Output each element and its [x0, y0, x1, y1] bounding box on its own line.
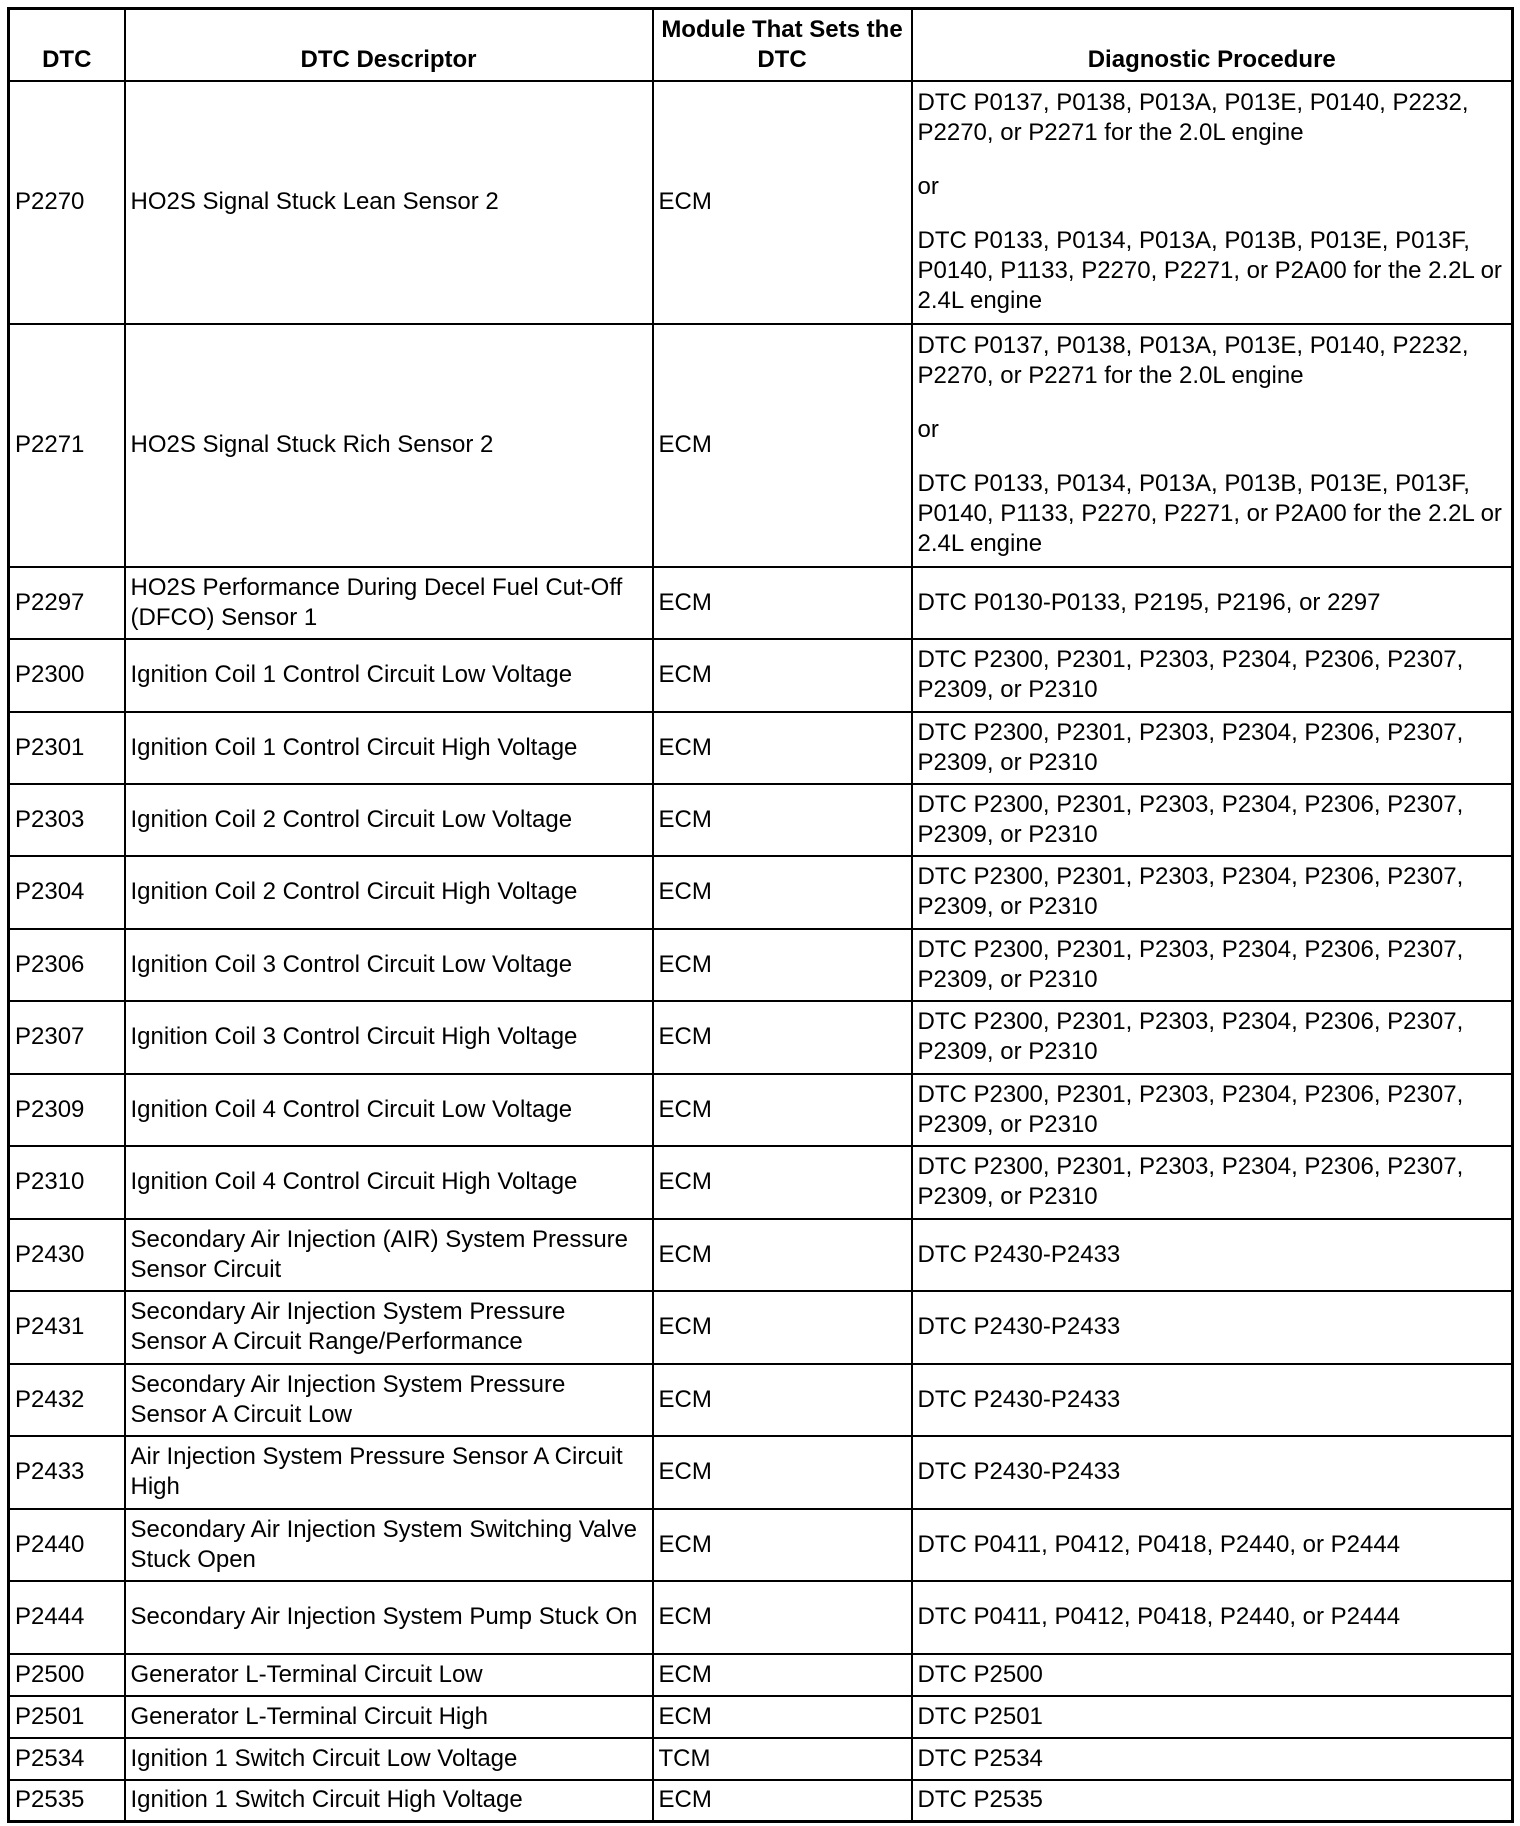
procedure-text: DTC P2300, P2301, P2303, P2304, P2306, P2307, P2309, or P2310	[917, 646, 1464, 703]
procedure-text: DTC P2300, P2301, P2303, P2304, P2306, P2307, P2309, or P2310	[917, 1153, 1464, 1210]
paragraph-gap	[918, 202, 1507, 226]
descriptor-cell: Ignition Coil 1 Control Circuit Low Voltage	[125, 639, 653, 712]
procedure-text: DTC P2300, P2301, P2303, P2304, P2306, P2307, P2309, or P2310	[917, 1008, 1464, 1065]
table-row	[9, 1581, 1513, 1654]
descriptor-cell: Ignition Coil 3 Control Circuit Low Voltage	[125, 929, 653, 1001]
table-row	[9, 1364, 1513, 1436]
module-cell: ECM	[653, 1146, 912, 1219]
procedure-cell	[912, 1219, 1513, 1291]
descriptor-cell: Ignition Coil 2 Control Circuit Low Voltage	[125, 784, 653, 856]
procedure-text: DTC P0130-P0133, P2195, P2196, or 2297	[917, 588, 1381, 616]
table-row	[9, 856, 1513, 929]
module-cell: ECM	[653, 1654, 912, 1696]
table-row	[9, 81, 1513, 324]
procedure-cell	[912, 784, 1513, 856]
procedure-cell	[912, 1654, 1513, 1696]
procedure-text: DTC P0133, P0134, P013A, P013B, P013E, P013F, P0140, P1133, P2270, P2271, or P2A00 for the 2.2L or 2.4L engine	[917, 470, 1502, 557]
descriptor-cell: Ignition Coil 2 Control Circuit High Voltage	[125, 856, 653, 929]
procedure-text: DTC P0133, P0134, P013A, P013B, P013E, P013F, P0140, P1133, P2270, P2271, or P2A00 for the 2.2L or 2.4L engine	[917, 227, 1502, 314]
header-dtc: DTC	[9, 9, 125, 81]
descriptor-cell: Air Injection System Pressure Sensor A Circuit High	[125, 1436, 653, 1509]
header-module: Module That Sets the DTC	[653, 9, 912, 81]
procedure-text: DTC P0411, P0412, P0418, P2440, or P2444	[917, 1603, 1401, 1630]
module-cell: ECM	[653, 1364, 912, 1436]
table-row	[9, 1001, 1513, 1074]
procedure-cell	[912, 929, 1513, 1001]
dtc-code-cell: P2307	[9, 1001, 125, 1074]
dtc-code-cell: P2306	[9, 929, 125, 1001]
procedure-text: DTC P2300, P2301, P2303, P2304, P2306, P2307, P2309, or P2310	[917, 718, 1464, 776]
procedure-cell	[912, 1581, 1513, 1654]
module-cell: ECM	[653, 1696, 912, 1738]
procedure-text: or	[917, 416, 939, 443]
dtc-code-cell: P2301	[9, 712, 125, 784]
procedure-cell	[912, 1509, 1513, 1581]
dtc-code-cell: P2304	[9, 856, 125, 929]
descriptor-cell: HO2S Performance During Decel Fuel Cut-Off (DFCO) Sensor 1	[125, 567, 653, 639]
procedure-cell	[912, 1074, 1513, 1146]
procedure-text: or	[917, 173, 939, 200]
module-cell: ECM	[653, 567, 912, 639]
module-cell: ECM	[653, 856, 912, 929]
paragraph-gap	[918, 391, 1507, 415]
dtc-table	[7, 7, 1514, 1823]
dtc-code-cell: P2303	[9, 784, 125, 856]
table-row	[9, 324, 1513, 567]
table-row	[9, 1219, 1513, 1291]
procedure-text: DTC P0137, P0138, P013A, P013E, P0140, P2232, P2270, or P2271 for the 2.0L engine	[917, 332, 1469, 389]
dtc-code-cell: P2500	[9, 1654, 125, 1696]
descriptor-cell: Generator L-Terminal Circuit Low	[125, 1654, 653, 1696]
dtc-code-cell: P2300	[9, 639, 125, 712]
descriptor-cell: Secondary Air Injection System Pressure Sensor A Circuit Range/Performance	[125, 1291, 653, 1364]
module-cell: ECM	[653, 639, 912, 712]
table-row	[9, 1780, 1513, 1822]
procedure-cell	[912, 324, 1513, 567]
procedure-cell	[912, 1738, 1513, 1780]
descriptor-cell: Generator L-Terminal Circuit High	[125, 1696, 653, 1738]
procedure-text: DTC P0411, P0412, P0418, P2440, or P2444	[917, 1530, 1401, 1558]
table-row	[9, 1509, 1513, 1581]
table-row	[9, 567, 1513, 639]
dtc-code-cell: P2271	[9, 324, 125, 567]
module-cell: ECM	[653, 324, 912, 567]
dtc-code-cell: P2309	[9, 1074, 125, 1146]
module-cell: ECM	[653, 1780, 912, 1822]
procedure-cell	[912, 1364, 1513, 1436]
procedure-cell	[912, 639, 1513, 712]
header-procedure: Diagnostic Procedure	[912, 9, 1513, 81]
descriptor-cell: HO2S Signal Stuck Rich Sensor 2	[125, 324, 653, 567]
descriptor-cell: Secondary Air Injection (AIR) System Pressure Sensor Circuit	[125, 1219, 653, 1291]
procedure-cell	[912, 712, 1513, 784]
descriptor-cell: Ignition Coil 1 Control Circuit High Voltage	[125, 712, 653, 784]
procedure-text: DTC P0137, P0138, P013A, P013E, P0140, P2232, P2270, or P2271 for the 2.0L engine	[917, 89, 1469, 146]
procedure-text: DTC P2430-P2433	[917, 1313, 1121, 1340]
procedure-cell	[912, 1146, 1513, 1219]
dtc-code-cell: P2535	[9, 1780, 125, 1822]
header-descriptor: DTC Descriptor	[125, 9, 653, 81]
procedure-cell	[912, 1291, 1513, 1364]
paragraph-gap	[918, 148, 1507, 172]
procedure-text: DTC P2300, P2301, P2303, P2304, P2306, P2307, P2309, or P2310	[917, 1080, 1464, 1138]
dtc-code-cell: P2430	[9, 1219, 125, 1291]
dtc-code-cell: P2431	[9, 1291, 125, 1364]
module-cell: TCM	[653, 1738, 912, 1780]
procedure-cell	[912, 1436, 1513, 1509]
module-cell: ECM	[653, 712, 912, 784]
procedure-text: DTC P2430-P2433	[917, 1458, 1121, 1485]
descriptor-cell: HO2S Signal Stuck Lean Sensor 2	[125, 81, 653, 324]
descriptor-cell: Ignition 1 Switch Circuit Low Voltage	[125, 1738, 653, 1780]
module-cell: ECM	[653, 929, 912, 1001]
table-row	[9, 1654, 1513, 1696]
descriptor-cell: Secondary Air Injection System Pump Stuck On	[125, 1581, 653, 1654]
table-body	[9, 81, 1513, 1822]
dtc-code-cell: P2534	[9, 1738, 125, 1780]
descriptor-cell: Ignition 1 Switch Circuit High Voltage	[125, 1780, 653, 1822]
table-row	[9, 1291, 1513, 1364]
procedure-text: DTC P2430-P2433	[917, 1385, 1121, 1413]
procedure-cell	[912, 1001, 1513, 1074]
module-cell: ECM	[653, 81, 912, 324]
procedure-text: DTC P2501	[917, 1702, 1043, 1730]
procedure-text: DTC P2535	[917, 1786, 1043, 1814]
descriptor-cell: Ignition Coil 4 Control Circuit High Voltage	[125, 1146, 653, 1219]
module-cell: ECM	[653, 1581, 912, 1654]
table-row	[9, 639, 1513, 712]
descriptor-cell: Ignition Coil 3 Control Circuit High Voltage	[125, 1001, 653, 1074]
dtc-code-cell: P2501	[9, 1696, 125, 1738]
dtc-code-cell: P2432	[9, 1364, 125, 1436]
paragraph-gap	[918, 445, 1507, 469]
dtc-code-cell: P2297	[9, 567, 125, 639]
procedure-cell	[912, 1696, 1513, 1738]
dtc-code-cell: P2310	[9, 1146, 125, 1219]
descriptor-cell: Secondary Air Injection System Switching Valve Stuck Open	[125, 1509, 653, 1581]
dtc-code-cell: P2270	[9, 81, 125, 324]
table-row	[9, 1738, 1513, 1780]
procedure-cell	[912, 567, 1513, 639]
descriptor-cell: Ignition Coil 4 Control Circuit Low Voltage	[125, 1074, 653, 1146]
module-cell: ECM	[653, 1001, 912, 1074]
descriptor-cell: Secondary Air Injection System Pressure Sensor A Circuit Low	[125, 1364, 653, 1436]
module-cell: ECM	[653, 784, 912, 856]
table-row	[9, 1074, 1513, 1146]
dtc-code-cell: P2440	[9, 1509, 125, 1581]
table-row	[9, 712, 1513, 784]
module-cell: ECM	[653, 1074, 912, 1146]
procedure-text: DTC P2300, P2301, P2303, P2304, P2306, P2307, P2309, or P2310	[917, 935, 1464, 993]
procedure-cell	[912, 1780, 1513, 1822]
procedure-text: DTC P2300, P2301, P2303, P2304, P2306, P2307, P2309, or P2310	[917, 790, 1464, 848]
header-row	[9, 9, 1513, 81]
procedure-cell	[912, 81, 1513, 324]
procedure-text: DTC P2500	[917, 1660, 1043, 1688]
table-row	[9, 1146, 1513, 1219]
module-cell: ECM	[653, 1291, 912, 1364]
table-row	[9, 1696, 1513, 1738]
module-cell: ECM	[653, 1509, 912, 1581]
table-row	[9, 1436, 1513, 1509]
table-row	[9, 784, 1513, 856]
dtc-code-cell: P2444	[9, 1581, 125, 1654]
table-row	[9, 929, 1513, 1001]
module-cell: ECM	[653, 1219, 912, 1291]
procedure-text: DTC P2300, P2301, P2303, P2304, P2306, P2307, P2309, or P2310	[917, 863, 1464, 920]
module-cell: ECM	[653, 1436, 912, 1509]
procedure-text: DTC P2534	[917, 1744, 1043, 1772]
procedure-text: DTC P2430-P2433	[917, 1240, 1121, 1268]
dtc-code-cell: P2433	[9, 1436, 125, 1509]
procedure-cell	[912, 856, 1513, 929]
